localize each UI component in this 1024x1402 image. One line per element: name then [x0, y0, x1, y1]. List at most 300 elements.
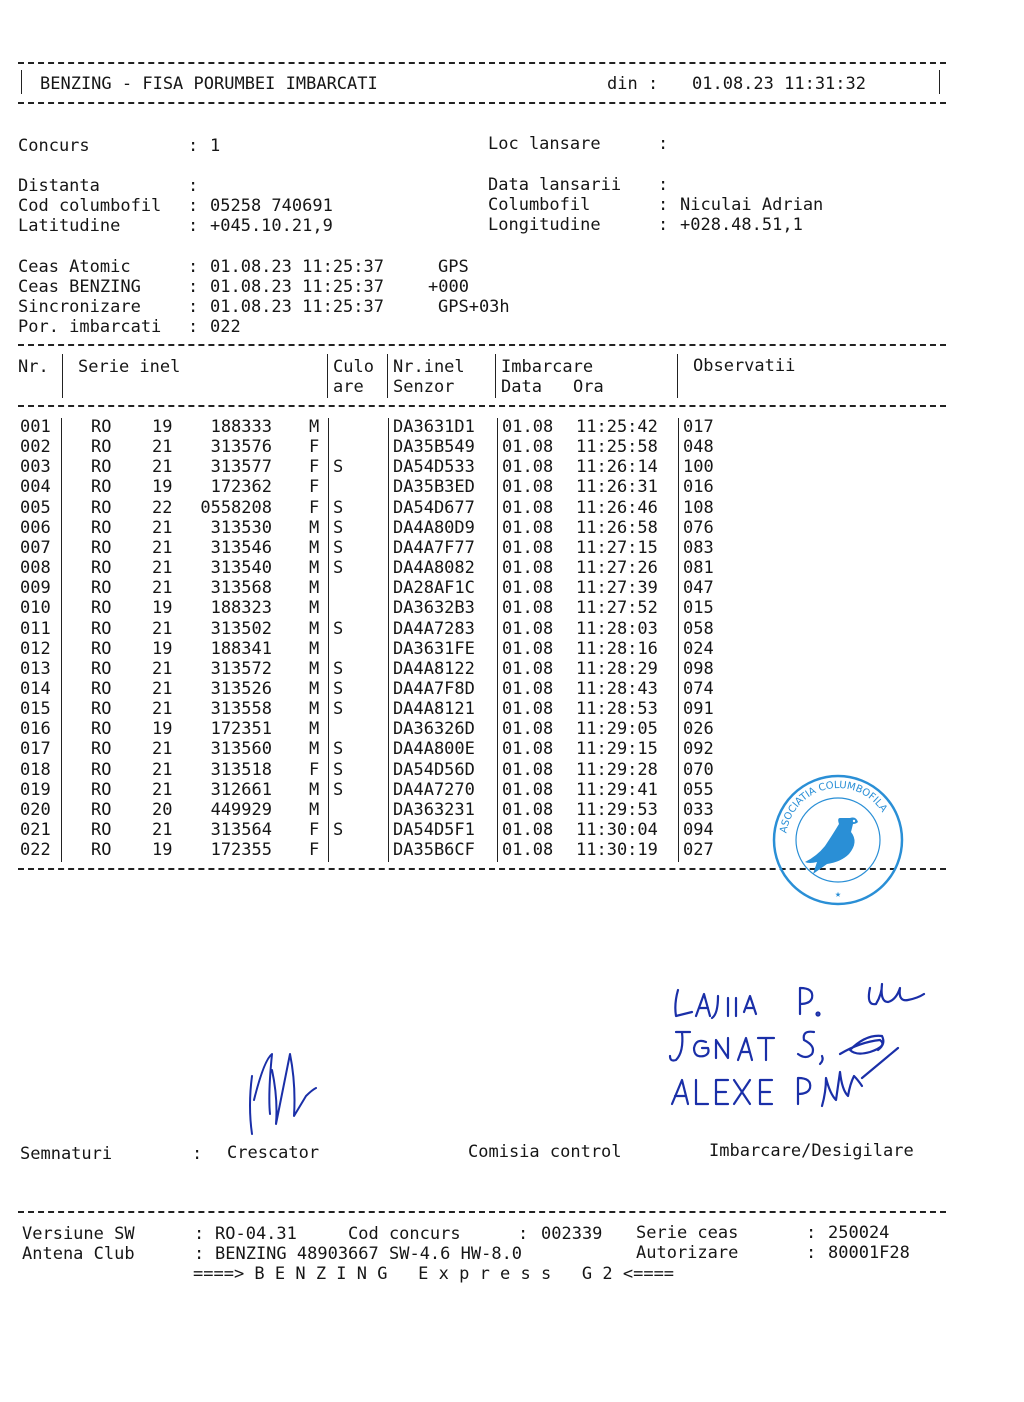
- cell-an: 19: [152, 638, 173, 659]
- top-dashed-rule: [18, 62, 946, 64]
- table-row: [0, 518, 1024, 538]
- table-row: [0, 639, 1024, 659]
- cell-numar: 188341: [210, 638, 272, 659]
- cell-observatii: 100: [683, 457, 714, 478]
- cell-senzor: DA4A8082: [393, 558, 475, 578]
- club-stamp: [770, 772, 906, 908]
- antena-club-label: Antena Club: [22, 1244, 135, 1264]
- cell-sex: M: [309, 618, 320, 639]
- cell-numar: 313530: [210, 517, 272, 538]
- cell-observatii: 026: [683, 719, 714, 740]
- ceas-benzing-value: 01.08.23 11:25:37: [210, 277, 384, 297]
- cell-data: 01.08: [502, 437, 554, 458]
- cell-an: 19: [152, 477, 173, 498]
- cell-data: 01.08: [502, 618, 554, 639]
- cell-nr: 019: [20, 779, 51, 800]
- colon: :: [518, 1224, 529, 1244]
- cell-nr: 004: [20, 477, 51, 498]
- cell-nr: 021: [20, 820, 51, 840]
- cell-senzor: DA28AF1C: [393, 578, 475, 599]
- cell-sex: F: [309, 457, 320, 478]
- cell-culoare: S: [333, 517, 344, 538]
- col-header-nr: Nr.: [18, 357, 49, 377]
- cell-sex: M: [309, 799, 320, 820]
- cell-nr: 018: [20, 759, 51, 780]
- cell-data: 01.08: [502, 417, 554, 437]
- cell-senzor: DA35B6CF: [393, 840, 475, 861]
- header-divider: [387, 354, 388, 398]
- crescator-signature: [238, 1040, 328, 1140]
- col-header-culoare-1: Culo: [333, 357, 374, 377]
- cell-numar: 313502: [210, 618, 272, 639]
- cell-numar: 313576: [210, 437, 272, 458]
- colon: :: [806, 1223, 817, 1243]
- cell-data: 01.08: [502, 537, 554, 558]
- cell-an: 21: [152, 537, 173, 558]
- cell-senzor: DA4A7F77: [393, 537, 475, 558]
- colon: :: [192, 1144, 203, 1164]
- cell-numar: 188333: [210, 417, 272, 437]
- cell-sex: M: [309, 679, 320, 699]
- ceas-benzing-suffix: +000: [428, 277, 469, 297]
- cell-numar: 188323: [210, 598, 272, 619]
- imbarcare-desigilare-label: Imbarcare/Desigilare: [709, 1141, 914, 1161]
- cell-ora: 11:28:29: [576, 658, 658, 679]
- cell-sex: M: [309, 517, 320, 538]
- cell-ora: 11:29:41: [576, 779, 658, 800]
- cell-nr: 015: [20, 699, 51, 720]
- report-title: BENZING - FISA PORUMBEI IMBARCATI: [40, 74, 378, 94]
- cell-an: 21: [152, 759, 173, 780]
- ceas-atomic-label: Ceas Atomic: [18, 257, 131, 277]
- cell-nr: 002: [20, 437, 51, 458]
- cell-culoare: S: [333, 558, 344, 578]
- cell-sex: M: [309, 699, 320, 720]
- cell-sex: F: [309, 820, 320, 840]
- cell-senzor: DA4A80D9: [393, 517, 475, 538]
- cell-senzor: DA4A7F8D: [393, 679, 475, 699]
- colon: :: [188, 257, 199, 277]
- cell-senzor: DA3631FE: [393, 638, 475, 659]
- cell-senzor: DA3631D1: [393, 417, 475, 437]
- table-row: [0, 457, 1024, 477]
- cell-senzor: DA363231: [393, 799, 475, 820]
- cell-nr: 014: [20, 679, 51, 699]
- cell-nr: 003: [20, 457, 51, 478]
- columbofil-value: Niculai Adrian: [680, 195, 824, 215]
- cell-tara: RO: [91, 679, 112, 699]
- header-divider: [677, 354, 678, 398]
- column-divider: [497, 418, 498, 862]
- cell-sex: M: [309, 719, 320, 740]
- sincronizare-value: 01.08.23 11:25:37: [210, 297, 384, 317]
- cell-senzor: DA54D5F1: [393, 820, 475, 840]
- cell-culoare: S: [333, 537, 344, 558]
- cell-ora: 11:28:16: [576, 638, 658, 659]
- cell-senzor: DA36326D: [393, 719, 475, 740]
- cell-data: 01.08: [502, 739, 554, 760]
- table-row: [0, 437, 1024, 457]
- cell-culoare: S: [333, 759, 344, 780]
- colon: :: [188, 196, 199, 216]
- cell-numar: 313558: [210, 699, 272, 720]
- semnaturi-label: Semnaturi: [20, 1144, 113, 1164]
- latitudine-label: Latitudine: [18, 216, 121, 236]
- longitudine-label: Longitudine: [488, 215, 601, 235]
- cell-numar: 313568: [210, 578, 272, 599]
- colon: :: [658, 195, 669, 215]
- colon: :: [658, 175, 669, 195]
- cell-numar: 313577: [210, 457, 272, 478]
- cell-sex: M: [309, 638, 320, 659]
- cell-observatii: 027: [683, 840, 714, 861]
- cell-numar: 0558208: [200, 497, 272, 518]
- cell-numar: 172362: [210, 477, 272, 498]
- column-divider: [388, 418, 389, 862]
- cell-nr: 005: [20, 497, 51, 518]
- ceas-atomic-suffix: GPS: [438, 257, 469, 277]
- cell-tara: RO: [91, 699, 112, 720]
- distanta-label: Distanta: [18, 176, 100, 196]
- comisia-control-label: Comisia control: [468, 1142, 622, 1162]
- cell-an: 21: [152, 739, 173, 760]
- cod-concurs-label: Cod concurs: [348, 1224, 461, 1244]
- cell-senzor: DA4A8122: [393, 658, 475, 679]
- header-divider: [495, 354, 496, 398]
- table-row: [0, 477, 1024, 497]
- report-datetime: 01.08.23 11:31:32: [692, 74, 866, 94]
- cell-data: 01.08: [502, 477, 554, 498]
- cell-data: 01.08: [502, 840, 554, 861]
- cell-culoare: S: [333, 779, 344, 800]
- cell-senzor: DA4A800E: [393, 739, 475, 760]
- cell-ora: 11:25:42: [576, 417, 658, 437]
- cell-observatii: 016: [683, 477, 714, 498]
- colon: :: [188, 176, 199, 196]
- cell-observatii: 098: [683, 658, 714, 679]
- table-row: [0, 558, 1024, 578]
- cell-observatii: 024: [683, 638, 714, 659]
- cell-tara: RO: [91, 497, 112, 518]
- cell-observatii: 092: [683, 739, 714, 760]
- cell-senzor: DA4A8121: [393, 699, 475, 720]
- table-top-rule: [18, 344, 946, 346]
- cell-ora: 11:29:53: [576, 799, 658, 820]
- cell-an: 21: [152, 820, 173, 840]
- cell-tara: RO: [91, 598, 112, 619]
- cell-sex: F: [309, 477, 320, 498]
- table-row: [0, 538, 1024, 558]
- cell-tara: RO: [91, 437, 112, 458]
- versiune-value: RO-04.31: [215, 1224, 297, 1244]
- serie-ceas-label: Serie ceas: [636, 1223, 739, 1243]
- cell-data: 01.08: [502, 779, 554, 800]
- cell-an: 21: [152, 457, 173, 478]
- cod-columbofil-value: 05258 740691: [210, 196, 333, 216]
- stamp-star-icon: ★: [834, 889, 842, 900]
- cell-data: 01.08: [502, 638, 554, 659]
- cell-senzor: DA54D533: [393, 457, 475, 478]
- cell-data: 01.08: [502, 598, 554, 619]
- data-lansarii-label: Data lansarii: [488, 175, 622, 195]
- col-header-data: Data: [501, 377, 542, 397]
- cell-sex: M: [309, 739, 320, 760]
- table-row: [0, 578, 1024, 598]
- cell-tara: RO: [91, 658, 112, 679]
- cell-ora: 11:29:15: [576, 739, 658, 760]
- comisia-signatures: [662, 968, 942, 1118]
- sincronizare-suffix: GPS+03h: [438, 297, 510, 317]
- col-header-observatii: Observatii: [693, 356, 796, 376]
- cell-ora: 11:27:15: [576, 537, 658, 558]
- col-header-nrinel-2: Senzor: [393, 377, 455, 397]
- cell-tara: RO: [91, 517, 112, 538]
- crescator-label: Crescator: [227, 1143, 320, 1163]
- cell-observatii: 083: [683, 537, 714, 558]
- cell-senzor: DA54D56D: [393, 759, 475, 780]
- footer-dashed-rule: [18, 1211, 946, 1213]
- concurs-value: 1: [210, 136, 221, 156]
- stamp-text-path: ASOCIATIA COLUMBOFILA: [778, 779, 889, 835]
- cell-an: 19: [152, 719, 173, 740]
- cell-tara: RO: [91, 477, 112, 498]
- cell-data: 01.08: [502, 578, 554, 599]
- cell-nr: 008: [20, 558, 51, 578]
- cell-ora: 11:26:46: [576, 497, 658, 518]
- cell-observatii: 074: [683, 679, 714, 699]
- cell-observatii: 033: [683, 799, 714, 820]
- cell-an: 21: [152, 679, 173, 699]
- cell-tara: RO: [91, 457, 112, 478]
- col-header-serie: Serie inel: [78, 357, 181, 377]
- cod-columbofil-label: Cod columbofil: [18, 196, 162, 216]
- cell-data: 01.08: [502, 719, 554, 740]
- header-dashed-rule: [18, 102, 946, 104]
- cell-numar: 313564: [210, 820, 272, 840]
- cell-an: 21: [152, 517, 173, 538]
- cell-senzor: DA4A7283: [393, 618, 475, 639]
- por-imbarcati-value: 022: [210, 317, 241, 337]
- cell-nr: 007: [20, 537, 51, 558]
- loc-lansare-label: Loc lansare: [488, 134, 601, 154]
- cell-nr: 017: [20, 739, 51, 760]
- col-header-culoare-2: are: [333, 377, 364, 397]
- colon: :: [658, 215, 669, 235]
- colon: :: [806, 1243, 817, 1263]
- cell-senzor: DA35B549: [393, 437, 475, 458]
- column-divider: [328, 418, 329, 862]
- cell-nr: 006: [20, 517, 51, 538]
- cell-tara: RO: [91, 537, 112, 558]
- cell-data: 01.08: [502, 658, 554, 679]
- sincronizare-label: Sincronizare: [18, 297, 141, 317]
- cell-numar: 313518: [210, 759, 272, 780]
- cell-numar: 312661: [210, 779, 272, 800]
- cell-sex: F: [309, 497, 320, 518]
- cell-sex: M: [309, 417, 320, 437]
- cell-sex: M: [309, 537, 320, 558]
- table-row: [0, 659, 1024, 679]
- cell-data: 01.08: [502, 699, 554, 720]
- cell-culoare: S: [333, 497, 344, 518]
- column-divider: [678, 418, 679, 862]
- autorizare-value: 80001F28: [828, 1243, 910, 1263]
- cell-observatii: 048: [683, 437, 714, 458]
- cell-observatii: 094: [683, 820, 714, 840]
- col-header-imbarcare: Imbarcare: [501, 357, 594, 377]
- cell-ora: 11:29:28: [576, 759, 658, 780]
- cell-nr: 001: [20, 417, 51, 437]
- cell-observatii: 076: [683, 517, 714, 538]
- cell-tara: RO: [91, 618, 112, 639]
- autorizare-label: Autorizare: [636, 1243, 739, 1263]
- header-left-bar: [21, 70, 22, 94]
- colon: :: [194, 1224, 205, 1244]
- cell-tara: RO: [91, 779, 112, 800]
- cell-observatii: 058: [683, 618, 714, 639]
- pigeon-icon: [805, 818, 858, 875]
- cell-numar: 172355: [210, 840, 272, 861]
- cell-tara: RO: [91, 739, 112, 760]
- concurs-label: Concurs: [18, 136, 90, 156]
- cell-tara: RO: [91, 417, 112, 437]
- colon: :: [188, 317, 199, 337]
- cell-numar: 172351: [210, 719, 272, 740]
- cell-an: 21: [152, 658, 173, 679]
- cell-tara: RO: [91, 759, 112, 780]
- cell-observatii: 017: [683, 417, 714, 437]
- cell-tara: RO: [91, 799, 112, 820]
- cell-ora: 11:28:53: [576, 699, 658, 720]
- cell-an: 22: [152, 497, 173, 518]
- header-divider: [327, 354, 328, 398]
- cell-observatii: 047: [683, 578, 714, 599]
- colon: :: [188, 216, 199, 236]
- cell-data: 01.08: [502, 558, 554, 578]
- latitudine-value: +045.10.21,9: [210, 216, 333, 236]
- cod-concurs-value: 002339: [541, 1224, 603, 1244]
- cell-ora: 11:27:52: [576, 598, 658, 619]
- cell-sex: M: [309, 558, 320, 578]
- cell-numar: 313560: [210, 739, 272, 760]
- header-right-bar: [939, 70, 940, 94]
- cell-data: 01.08: [502, 799, 554, 820]
- table-row: [0, 417, 1024, 437]
- cell-ora: 11:26:14: [576, 457, 658, 478]
- cell-ora: 11:28:43: [576, 679, 658, 699]
- cell-an: 19: [152, 417, 173, 437]
- col-header-ora: Ora: [573, 377, 604, 397]
- cell-ora: 11:26:58: [576, 517, 658, 538]
- cell-tara: RO: [91, 719, 112, 740]
- cell-observatii: 091: [683, 699, 714, 720]
- column-divider: [61, 418, 62, 862]
- cell-numar: 449929: [210, 799, 272, 820]
- cell-ora: 11:29:05: [576, 719, 658, 740]
- cell-culoare: S: [333, 820, 344, 840]
- cell-nr: 011: [20, 618, 51, 639]
- table-row: [0, 699, 1024, 719]
- colon: :: [188, 136, 199, 156]
- table-row: [0, 739, 1024, 759]
- stamp-text: [778, 780, 889, 834]
- antena-club-value: BENZING 48903667 SW-4.6 HW-8.0: [215, 1244, 523, 1264]
- cell-an: 19: [152, 598, 173, 619]
- cell-sex: M: [309, 598, 320, 619]
- cell-sex: F: [309, 759, 320, 780]
- din-label: din :: [607, 74, 659, 94]
- cell-tara: RO: [91, 558, 112, 578]
- cell-an: 21: [152, 437, 173, 458]
- ceas-atomic-value: 01.08.23 11:25:37: [210, 257, 384, 277]
- colon: :: [188, 297, 199, 317]
- cell-tara: RO: [91, 820, 112, 840]
- colon: :: [188, 277, 199, 297]
- header-divider: [62, 354, 63, 398]
- cell-sex: F: [309, 437, 320, 458]
- cell-sex: F: [309, 840, 320, 861]
- ceas-benzing-label: Ceas BENZING: [18, 277, 141, 297]
- cell-ora: 11:30:04: [576, 820, 658, 840]
- cell-ora: 11:28:03: [576, 618, 658, 639]
- cell-an: 21: [152, 699, 173, 720]
- table-row: [0, 679, 1024, 699]
- cell-data: 01.08: [502, 679, 554, 699]
- cell-nr: 009: [20, 578, 51, 599]
- cell-tara: RO: [91, 840, 112, 861]
- cell-data: 01.08: [502, 517, 554, 538]
- cell-senzor: DA3632B3: [393, 598, 475, 619]
- cell-numar: 313540: [210, 558, 272, 578]
- versiune-label: Versiune SW: [22, 1224, 135, 1244]
- cell-ora: 11:30:19: [576, 840, 658, 861]
- cell-data: 01.08: [502, 497, 554, 518]
- cell-nr: 013: [20, 658, 51, 679]
- colon: :: [194, 1244, 205, 1264]
- cell-nr: 020: [20, 799, 51, 820]
- columbofil-label: Columbofil: [488, 195, 591, 215]
- cell-observatii: 081: [683, 558, 714, 578]
- cell-nr: 012: [20, 638, 51, 659]
- cell-senzor: DA54D677: [393, 497, 475, 518]
- table-row: [0, 719, 1024, 739]
- cell-numar: 313572: [210, 658, 272, 679]
- cell-an: 21: [152, 779, 173, 800]
- cell-sex: M: [309, 658, 320, 679]
- table-row: [0, 619, 1024, 639]
- cell-observatii: 055: [683, 779, 714, 800]
- cell-ora: 11:26:31: [576, 477, 658, 498]
- cell-data: 01.08: [502, 759, 554, 780]
- cell-an: 21: [152, 618, 173, 639]
- cell-tara: RO: [91, 578, 112, 599]
- col-header-nrinel-1: Nr.inel: [393, 357, 465, 377]
- cell-an: 21: [152, 578, 173, 599]
- cell-culoare: S: [333, 739, 344, 760]
- cell-senzor: DA4A7270: [393, 779, 475, 800]
- cell-observatii: 070: [683, 759, 714, 780]
- benzing-banner: ====> B E N Z I N G E x p r e s s G 2 <====: [193, 1264, 675, 1284]
- cell-nr: 016: [20, 719, 51, 740]
- cell-ora: 11:27:26: [576, 558, 658, 578]
- cell-nr: 010: [20, 598, 51, 619]
- cell-culoare: S: [333, 699, 344, 720]
- cell-observatii: 015: [683, 598, 714, 619]
- cell-numar: 313546: [210, 537, 272, 558]
- serie-ceas-value: 250024: [828, 1223, 890, 1243]
- cell-observatii: 108: [683, 497, 714, 518]
- table-header-rule: [18, 405, 946, 407]
